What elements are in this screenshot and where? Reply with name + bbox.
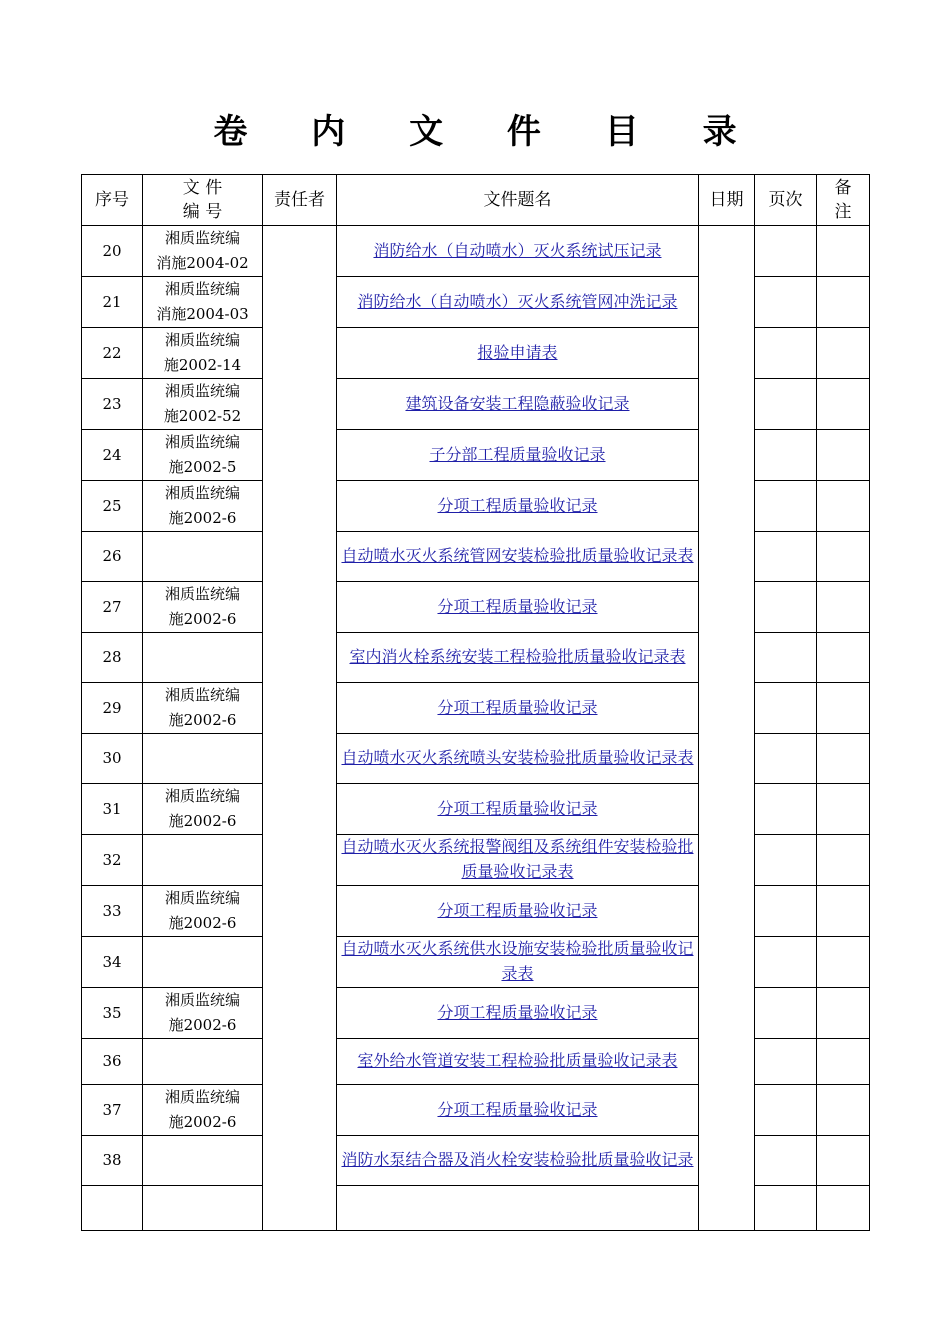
- header-file-code-line1: 文 件: [182, 178, 223, 198]
- row-file-code-line1: 湘质监统编: [164, 484, 240, 502]
- row-seq: 33: [82, 886, 143, 937]
- row-doc-title: [337, 277, 699, 328]
- header-file-code-line2: 编 号: [182, 202, 223, 222]
- row-pages: [755, 1085, 817, 1136]
- row-file-code-line2: 施2002-6: [168, 1113, 237, 1131]
- table-header-row: [82, 175, 870, 226]
- doc-title-link[interactable]: 自动喷水灭火系统喷头安装检验批质量验收记录表: [341, 748, 694, 767]
- row-pages: [755, 328, 817, 379]
- row-pages: [755, 582, 817, 633]
- row-pages: [755, 988, 817, 1039]
- row-file-code: [143, 1136, 263, 1186]
- table-row: [82, 226, 870, 277]
- row-remark: [817, 734, 870, 784]
- row-remark: [817, 1085, 870, 1136]
- row-seq: 23: [82, 379, 143, 430]
- row-doc-title: [337, 784, 699, 835]
- row-file-code-line2: 施2002-6: [168, 509, 237, 527]
- row-file-code: [143, 633, 263, 683]
- row-pages: [755, 1136, 817, 1186]
- row-doc-title: [337, 937, 699, 988]
- row-remark: [817, 886, 870, 937]
- row-file-code-line1: 湘质监统编: [164, 280, 240, 298]
- doc-title-link[interactable]: 室外给水管道安装工程检验批质量验收记录表: [357, 1051, 678, 1070]
- row-pages: [755, 633, 817, 683]
- row-file-code: [143, 784, 263, 835]
- row-file-code: [143, 734, 263, 784]
- row-remark: [817, 683, 870, 734]
- row-seq: 36: [82, 1039, 143, 1085]
- row-seq: 32: [82, 835, 143, 886]
- row-remark: [817, 784, 870, 835]
- row-file-code-line2: 施2002-14: [163, 356, 242, 374]
- doc-title-link[interactable]: 分项工程质量验收记录: [437, 596, 598, 616]
- doc-title-link[interactable]: 自动喷水灭火系统报警阀组及系统组件安装检验批质量验收记录表: [341, 837, 694, 881]
- doc-title-link[interactable]: 分项工程质量验收记录: [437, 495, 598, 515]
- row-file-code: [143, 430, 263, 481]
- header-pages: 页次: [755, 175, 817, 226]
- row-doc-title: [337, 532, 699, 582]
- row-pages: [755, 226, 817, 277]
- doc-title-link[interactable]: 报验申请表: [477, 342, 558, 362]
- row-doc-title: [337, 683, 699, 734]
- row-file-code-line2: 消施2004-03: [156, 305, 249, 323]
- row-seq: 34: [82, 937, 143, 988]
- responsible-cell: [263, 226, 337, 1231]
- doc-title-link[interactable]: 消防给水（自动喷水）灭火系统管网冲洗记录: [357, 291, 678, 311]
- row-file-code-line1: 湘质监统编: [164, 585, 240, 603]
- row-file-code-line2: 施2002-6: [168, 812, 237, 830]
- row-remark: [817, 430, 870, 481]
- row-remark: [817, 582, 870, 633]
- header-doc-title: 文件题名: [337, 175, 699, 226]
- row-remark: [817, 379, 870, 430]
- row-seq: 21: [82, 277, 143, 328]
- row-file-code-line1: 湘质监统编: [164, 889, 240, 907]
- row-seq: 30: [82, 734, 143, 784]
- doc-title-link[interactable]: 消防给水（自动喷水）灭火系统试压记录: [373, 240, 662, 260]
- row-remark: [817, 633, 870, 683]
- row-seq: 38: [82, 1136, 143, 1186]
- row-remark: [817, 328, 870, 379]
- row-file-code: [143, 988, 263, 1039]
- row-file-code: [143, 1085, 263, 1136]
- row-file-code-line1: 湘质监统编: [164, 433, 240, 451]
- row-seq: 25: [82, 481, 143, 532]
- row-file-code-line1: 湘质监统编: [164, 331, 240, 349]
- header-file-code: [143, 175, 263, 226]
- row-pages: [755, 532, 817, 582]
- table-body: [82, 226, 870, 1231]
- row-file-code-line2: 施2002-5: [168, 458, 237, 476]
- row-seq: 20: [82, 226, 143, 277]
- row-file-code: [143, 835, 263, 886]
- row-file-code: [143, 1039, 263, 1085]
- doc-title-link[interactable]: 分项工程质量验收记录: [437, 697, 598, 717]
- row-file-code-line1: 湘质监统编: [164, 1088, 240, 1106]
- row-pages: [755, 379, 817, 430]
- row-file-code: [143, 1186, 263, 1231]
- row-pages: [755, 835, 817, 886]
- page-title: 卷 内 文 件 目 录: [213, 112, 763, 152]
- row-seq: 31: [82, 784, 143, 835]
- header-remark-line2: 注: [834, 202, 852, 222]
- header-remark: [817, 175, 870, 226]
- doc-title-link[interactable]: 分项工程质量验收记录: [437, 900, 598, 920]
- doc-title-link[interactable]: 室内消火栓系统安装工程检验批质量验收记录表: [349, 647, 686, 666]
- row-remark: [817, 481, 870, 532]
- row-doc-title: [337, 1039, 699, 1085]
- doc-title-link[interactable]: 分项工程质量验收记录: [437, 798, 598, 818]
- row-remark: [817, 937, 870, 988]
- doc-title-link[interactable]: 消防水泵结合器及消火栓安装检验批质量验收记录: [341, 1150, 694, 1169]
- row-remark: [817, 226, 870, 277]
- header-remark-line1: 备: [834, 178, 852, 198]
- row-file-code-line2: 消施2004-02: [156, 254, 249, 272]
- row-seq: 29: [82, 683, 143, 734]
- row-doc-title: [337, 988, 699, 1039]
- row-file-code-line2: 施2002-6: [168, 914, 237, 932]
- row-seq: 26: [82, 532, 143, 582]
- row-doc-title: [337, 734, 699, 784]
- row-pages: [755, 734, 817, 784]
- row-doc-title: [337, 328, 699, 379]
- row-file-code-line2: 施2002-6: [168, 610, 237, 628]
- row-seq: 35: [82, 988, 143, 1039]
- header-seq: 序号: [82, 175, 143, 226]
- doc-title-link[interactable]: 分项工程质量验收记录: [437, 1002, 598, 1022]
- row-doc-title: [337, 886, 699, 937]
- header-responsible: 责任者: [263, 175, 337, 226]
- row-doc-title: [337, 1085, 699, 1136]
- row-doc-title: [337, 633, 699, 683]
- row-doc-title: [337, 430, 699, 481]
- row-file-code: [143, 328, 263, 379]
- row-file-code-line1: 湘质监统编: [164, 991, 240, 1009]
- row-file-code-line1: 湘质监统编: [164, 382, 240, 400]
- row-seq: 27: [82, 582, 143, 633]
- row-doc-title: [337, 835, 699, 886]
- row-file-code-line1: 湘质监统编: [164, 229, 240, 247]
- row-seq: 24: [82, 430, 143, 481]
- row-file-code: [143, 886, 263, 937]
- row-pages: [755, 886, 817, 937]
- doc-title-link[interactable]: 分项工程质量验收记录: [437, 1099, 598, 1119]
- row-remark: [817, 988, 870, 1039]
- row-pages: [755, 683, 817, 734]
- row-file-code-line1: 湘质监统编: [164, 787, 240, 805]
- doc-title-link[interactable]: 自动喷水灭火系统管网安装检验批质量验收记录表: [341, 546, 694, 565]
- row-pages: [755, 1039, 817, 1085]
- row-doc-title: [337, 1136, 699, 1186]
- row-pages: [755, 1186, 817, 1231]
- row-doc-title: [337, 582, 699, 633]
- row-remark: [817, 1136, 870, 1186]
- row-seq: 37: [82, 1085, 143, 1136]
- row-doc-title: [337, 481, 699, 532]
- row-file-code: [143, 481, 263, 532]
- row-pages: [755, 937, 817, 988]
- row-remark: [817, 277, 870, 328]
- row-pages: [755, 481, 817, 532]
- row-file-code: [143, 683, 263, 734]
- row-file-code: [143, 277, 263, 328]
- row-doc-title: [337, 226, 699, 277]
- row-file-code: [143, 226, 263, 277]
- row-remark: [817, 835, 870, 886]
- row-file-code-line2: 施2002-52: [163, 407, 242, 425]
- row-doc-title: [337, 1186, 699, 1231]
- row-file-code: [143, 937, 263, 988]
- header-date: 日期: [699, 175, 755, 226]
- row-pages: [755, 277, 817, 328]
- row-doc-title: [337, 379, 699, 430]
- doc-title-link[interactable]: 建筑设备安装工程隐蔽验收记录: [405, 393, 630, 413]
- row-seq: 28: [82, 633, 143, 683]
- row-file-code-line2: 施2002-6: [168, 1016, 237, 1034]
- doc-title-link[interactable]: 自动喷水灭火系统供水设施安装检验批质量验收记录表: [341, 939, 694, 983]
- row-remark: [817, 532, 870, 582]
- row-remark: [817, 1039, 870, 1085]
- doc-title-link[interactable]: 子分部工程质量验收记录: [429, 444, 606, 464]
- row-file-code: [143, 532, 263, 582]
- row-seq: 22: [82, 328, 143, 379]
- file-catalog-table: [81, 174, 870, 1231]
- row-file-code: [143, 379, 263, 430]
- row-file-code-line2: 施2002-6: [168, 711, 237, 729]
- row-pages: [755, 430, 817, 481]
- row-pages: [755, 784, 817, 835]
- row-file-code-line1: 湘质监统编: [164, 686, 240, 704]
- row-seq: [82, 1186, 143, 1231]
- row-remark: [817, 1186, 870, 1231]
- date-cell: [699, 226, 755, 1231]
- row-file-code: [143, 582, 263, 633]
